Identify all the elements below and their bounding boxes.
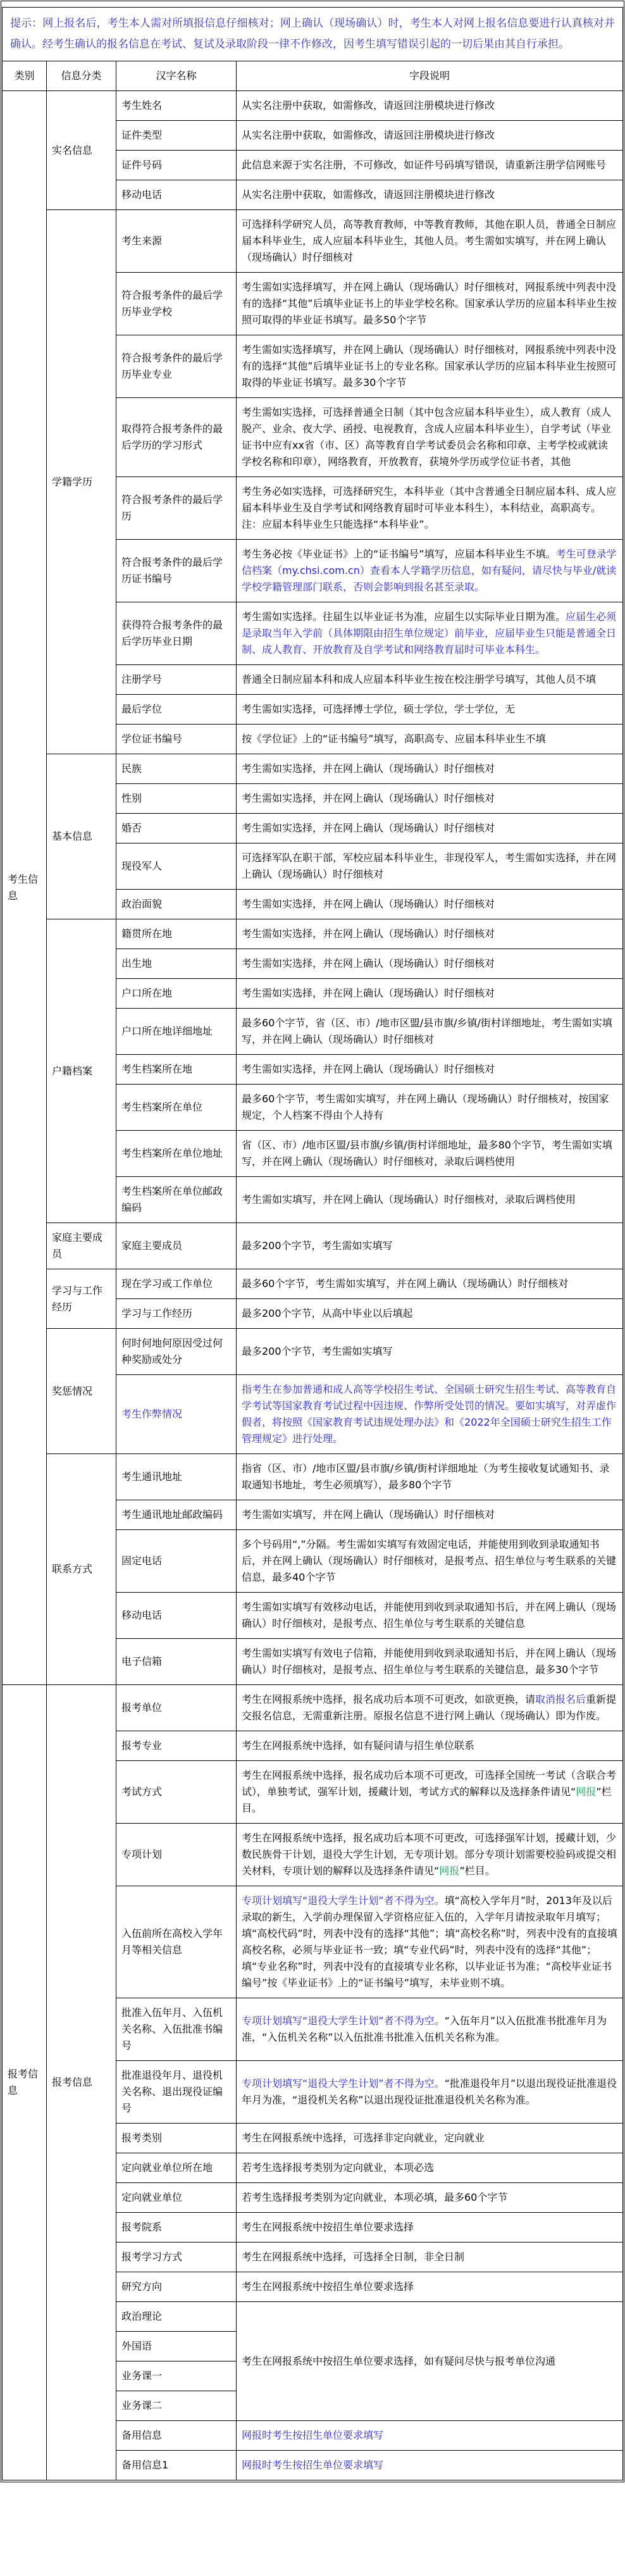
desc-segment: 填“高校入学年月”时，2013年及以后录取的新生，入学前办理保留入学资格应征入伍的，入学年月请按录取年月填写；填“高校代码”时，列表中没有的选择“其他”；填“高校名称”时，列表中没有的直接填高校名称，必须与毕业证书一致；填“专业代码”时，列表中没有的选择“其他”；填“专业名称”时，列表中没有的直接填专业名称，以毕业证书为准；“高校毕业证书编号”按《毕业证书》上的“证书编号”填写，未毕业则不填。 xyxy=(242,1895,617,1989)
field-name-cell: 报考专业 xyxy=(116,1731,237,1761)
field-name-cell: 家庭主要成员 xyxy=(116,1223,237,1269)
field-name-cell: 报考院系 xyxy=(116,2213,237,2243)
field-name-cell: 符合报考条件的最后学历毕业专业 xyxy=(116,335,237,398)
desc-segment: 考生在网报系统中选择，报名成功后本项不可更改，如欲更换，请 xyxy=(242,1693,536,1705)
field-desc-cell xyxy=(237,1685,623,1731)
group-cell: 联系方式 xyxy=(47,1454,116,1685)
field-desc-cell xyxy=(237,1223,623,1269)
desc-segment: 考生需如实选择，并在网上确认（现场确认）时仔细核对 xyxy=(242,1063,495,1075)
field-description-table xyxy=(2,61,623,2480)
desc-segment: 最多60个字节，考生需如实填写，并在网上确认（现场确认）时仔细核对，按国家规定，个人档案不得由个人持有 xyxy=(242,1093,609,1121)
desc-segment: 最多60个字节，考生需如实填写，并在网上确认（现场确认）时仔细核对 xyxy=(242,1278,569,1290)
desc-segment: 考生在网报系统中按招生单位要求选择，如有疑问尽快与报考单位沟通 xyxy=(242,2355,556,2367)
desc-segment: 考生在网报系统中选择，可选择非定向就业，定向就业 xyxy=(242,2132,485,2144)
desc-segment: ”栏目。 xyxy=(459,1865,495,1877)
field-name-cell: 性别 xyxy=(116,784,237,814)
desc-segment: 网报时考生按招生单位要求填写 xyxy=(242,2459,384,2471)
field-desc-cell xyxy=(237,540,623,602)
field-desc-cell xyxy=(237,1269,623,1299)
field-name-cell: 证件号码 xyxy=(116,151,237,180)
field-desc-cell xyxy=(237,273,623,335)
group-cell: 学习与工作经历 xyxy=(47,1269,116,1329)
desc-segment: 省（区、市）/地市区盟/县市旗/乡镇/街村详细地址，最多80个字节，考生需如实填写，并在网上确认（现场确认）时仔细核对，录取后调档使用 xyxy=(242,1139,612,1167)
desc-segment: 普通全日制应届本科和成人应届本科毕业生按在校注册学号填写，其他人员不填 xyxy=(242,673,597,685)
desc-segment: 最多200个字节，从高中毕业以后填起 xyxy=(242,1307,413,1319)
desc-segment: 最多200个字节，考生需如实填写 xyxy=(242,1345,393,1357)
desc-segment: 专项计划填写“退役大学生计划”者不得为空。 xyxy=(242,2015,445,2027)
field-name-cell: 考生档案所在单位地址 xyxy=(116,1131,237,1177)
field-name-cell: 何时何地何原因受过何种奖励或处分 xyxy=(116,1329,237,1375)
desc-segment: “入伍年月”以入伍批准书批准年月为准，“入伍机关名称”以入伍批准书批准入伍机关名称为准。 xyxy=(242,2015,607,2043)
field-name-cell: 考生作弊情况 xyxy=(116,1375,237,1454)
field-name-cell: 业务课二 xyxy=(116,2391,237,2421)
field-name-cell: 定向就业单位所在地 xyxy=(116,2153,237,2183)
field-desc-cell xyxy=(237,121,623,151)
field-name-cell: 固定电话 xyxy=(116,1530,237,1593)
desc-segment: 此信息来源于实名注册，不可修改，如证件号码填写错误，请重新注册学信网账号 xyxy=(242,159,607,171)
field-desc-cell xyxy=(237,1375,623,1454)
col-header-category: 类别 xyxy=(3,61,47,91)
field-name-cell: 现役军人 xyxy=(116,843,237,890)
field-desc-cell xyxy=(237,2183,623,2213)
field-name-cell: 民族 xyxy=(116,754,237,784)
field-desc-cell xyxy=(237,2153,623,2183)
field-name-cell: 报考学习方式 xyxy=(116,2243,237,2272)
field-desc-cell xyxy=(237,1329,623,1375)
desc-segment: 从实名注册中获取，如需修改，请返回注册模块进行修改 xyxy=(242,129,495,141)
field-name-cell: 业务课一 xyxy=(116,2361,237,2391)
notice-banner xyxy=(2,7,623,61)
desc-segment: 考生在网报系统中按招生单位要求选择 xyxy=(242,2221,414,2233)
field-name-cell: 最后学位 xyxy=(116,695,237,725)
table-row xyxy=(3,1685,623,1731)
field-name-cell: 学习与工作经历 xyxy=(116,1299,237,1329)
field-desc-cell xyxy=(237,1055,623,1085)
col-header-info-group: 信息分类 xyxy=(47,61,116,91)
desc-segment: 考生需如实填写有效电子信箱，并能使用到收到录取通知书后，并在网上确认（现场确认）时仔细核对，是报考点、招生单位与考生联系的关键信息，最多30个字节 xyxy=(242,1647,617,1676)
desc-segment: 可选择军队在职干部，军校应届本科毕业生，非现役军人，考生需如实选择，并在网上确认（现场确认）时仔细核对 xyxy=(242,852,617,880)
field-name-cell: 研究方向 xyxy=(116,2272,237,2302)
field-desc-cell xyxy=(237,890,623,919)
field-name-cell: 备用信息1 xyxy=(116,2451,237,2480)
table-row xyxy=(3,754,623,784)
field-desc-cell xyxy=(237,1131,623,1177)
category-cell: 考生信息 xyxy=(3,91,47,1685)
desc-segment: 考生需如实选择，并在网上确认（现场确认）时仔细核对 xyxy=(242,822,495,834)
desc-segment: 取消报名后 xyxy=(535,1693,586,1705)
field-name-cell: 婚否 xyxy=(116,814,237,843)
field-desc-cell xyxy=(237,784,623,814)
field-name-cell: 考生通讯地址 xyxy=(116,1454,237,1500)
field-name-cell: 考试方式 xyxy=(116,1761,237,1824)
desc-segment: 考生需如实选择，可选择普通全日制（其中包含应届本科毕业生），成人教育（成人脱产、业余、夜大学、函授、电视教育，含成人应届本科毕业生），自学考试（毕业证书中应有xx省（市、区）高等教育自学考试委员会名称和印章、主考学校或就读学校名称和印章），网络教育，开放教育，获境外学历或学位证书者，其他 xyxy=(242,406,612,468)
desc-segment: 考生需如实选择，并在网上确认（现场确认）时仔细核对 xyxy=(242,957,495,969)
field-name-cell: 批准入伍年月、入伍机关名称、入伍批准书编号 xyxy=(116,1998,237,2061)
field-name-cell: 证件类型 xyxy=(116,121,237,151)
notice-text: 提示：网上报名后，考生本人需对所填报信息仔细核对；网上确认（现场确认）时，考生本人对网上报名信息要进行认真核对并确认。经考生确认的报名信息在考试、复试及录取阶段一律不作修改，因考生填写错误引起的一切后果由其自行承担。 xyxy=(10,17,615,51)
field-desc-cell xyxy=(237,2451,623,2480)
field-name-cell: 符合报考条件的最后学历 xyxy=(116,477,237,540)
category-cell: 报考信息 xyxy=(3,1685,47,2480)
group-cell: 户籍档案 xyxy=(47,919,116,1223)
field-desc-cell xyxy=(237,398,623,477)
table-row xyxy=(3,1223,623,1269)
desc-segment: 按《学位证》上的“证书编号”填写，高职高专、应届本科毕业生不填 xyxy=(242,733,546,745)
field-desc-cell xyxy=(237,1009,623,1055)
field-name-cell: 政治理论 xyxy=(116,2302,237,2332)
desc-segment: 从实名注册中获取，如需修改，请返回注册模块进行修改 xyxy=(242,99,495,111)
field-desc-cell xyxy=(237,1177,623,1223)
field-desc-cell xyxy=(237,1998,623,2061)
desc-segment: 考生在网报系统中选择，报名成功后本项不可更改，可选择强军计划，援藏计划，少数民族骨干计划，退役大学生计划，无专项计划。部分专项计划需要校验码或提交相关材料，专项计划的解释以及选择条件请见“ xyxy=(242,1832,617,1877)
group-cell: 实名信息 xyxy=(47,91,116,210)
field-name-cell: 报考类别 xyxy=(116,2124,237,2153)
field-desc-cell xyxy=(237,1761,623,1824)
field-name-cell: 考生档案所在单位邮政编码 xyxy=(116,1177,237,1223)
field-desc-cell xyxy=(237,2421,623,2451)
desc-segment: 指考生在参加普通和成人高等学校招生考试、全国硕士研究生招生考试、高等教育自学考试等国家教育考试过程中因违规、作弊所受处罚的情况。要如实填写，对弄虚作假者，将按照《国家教育考试违规处理办法》和《2022年全国硕士研究生招生工作管理规定》进行处理。 xyxy=(242,1383,617,1445)
desc-segment: 考生需如实选择填写，并在网上确认（现场确认）时仔细核对，网报系统中列表中没有的选择“其他”后填毕业证书上的专业名称。国家承认学历的应届本科毕业生按照可取得的毕业证书填写。最多30个字节 xyxy=(242,344,617,389)
desc-segment: 可选择科学研究人员，高等教育教师，中等教育教师，其他在职人员，普通全日制应届本科毕业生，成人应届本科毕业生，其他人员。考生需如实填写，并在网上确认（现场确认）时仔细核对 xyxy=(242,218,617,263)
field-desc-cell xyxy=(237,725,623,754)
desc-segment: 网报 xyxy=(439,1865,460,1877)
field-name-cell: 获得符合报考条件的最后学历毕业日期 xyxy=(116,602,237,665)
desc-segment: 考生需如实选择，并在网上确认（现场确认）时仔细核对 xyxy=(242,898,495,910)
field-name-cell: 政治面貌 xyxy=(116,890,237,919)
desc-segment: 指省（区、市）/地市区盟/县市旗/乡镇/街村详细地址（为考生接收复试通知书、录取通知书地址，考生必须填写），最多80个字节 xyxy=(242,1462,610,1491)
field-desc-cell xyxy=(237,180,623,210)
field-desc-cell xyxy=(237,1500,623,1530)
field-desc-cell xyxy=(237,477,623,540)
field-desc-cell xyxy=(237,843,623,890)
desc-segment: 考生在网报系统中选择，可选择全日制，非全日制 xyxy=(242,2251,465,2263)
field-name-cell: 考生档案所在单位 xyxy=(116,1085,237,1131)
desc-segment: 考生需如实填写，并在网上确认（现场确认）时仔细核对，录取后调档使用 xyxy=(242,1193,576,1205)
field-desc-cell xyxy=(237,1824,623,1886)
field-desc-cell xyxy=(237,665,623,695)
field-desc-cell xyxy=(237,91,623,121)
field-name-cell: 定向就业单位 xyxy=(116,2183,237,2213)
group-cell: 基本信息 xyxy=(47,754,116,919)
field-desc-cell xyxy=(237,2243,623,2272)
desc-segment: 考生需如实选择，并在网上确认（现场确认）时仔细核对 xyxy=(242,987,495,999)
desc-segment: 最多60个字节，省（区、市）/地市区盟/县市旗/乡镇/街村详细地址，考生需如实填写，并在网上确认（现场确认）时仔细核对 xyxy=(242,1017,612,1045)
desc-segment: 考生需如实选择，并在网上确认（现场确认）时仔细核对 xyxy=(242,762,495,775)
field-desc-cell xyxy=(237,1454,623,1500)
field-desc-cell xyxy=(237,210,623,273)
desc-segment: 考生务必按《毕业证书》上的“证书编号”填写，应届本科毕业生不填。 xyxy=(242,548,556,560)
desc-segment: 重新提交报名信息，无需重新注册。原报名信息不进行网上确认（现场确认）即为作废。 xyxy=(242,1693,617,1722)
desc-segment: ”栏目。 xyxy=(242,1786,612,1814)
desc-segment: 专项计划填写“退役大学生计划”者不得为空。 xyxy=(242,1895,445,1907)
desc-segment: 网报 xyxy=(576,1786,597,1798)
field-name-cell: 移动电话 xyxy=(116,1593,237,1639)
table-header-row xyxy=(3,61,623,91)
field-desc-cell xyxy=(237,2302,623,2421)
field-name-cell: 取得符合报考条件的最后学历的学习形式 xyxy=(116,398,237,477)
desc-segment: 多个号码用“,”分隔。考生需如实填写有效固定电话，并能使用到收到录取通知书后，并在网上确认（现场确认）时仔细核对，是报考点、招生单位与考生联系的关键信息，最多40个字节 xyxy=(242,1538,617,1583)
field-desc-cell xyxy=(237,2272,623,2302)
field-desc-cell xyxy=(237,1886,623,1998)
desc-segment: 网报时考生按招生单位要求填写 xyxy=(242,2429,384,2441)
field-desc-cell xyxy=(237,602,623,665)
desc-segment: “批准退役年月”以退出现役证批准退役年月为准，“退役机关名称”以退出现役证批准退役机关名称为准。 xyxy=(242,2077,617,2106)
field-desc-cell xyxy=(237,1085,623,1131)
field-desc-cell xyxy=(237,1593,623,1639)
desc-segment: 专项计划填写“退役大学生计划”者不得为空。 xyxy=(242,2077,445,2089)
group-cell: 奖惩情况 xyxy=(47,1329,116,1454)
field-name-cell: 考生档案所在地 xyxy=(116,1055,237,1085)
field-name-cell: 移动电话 xyxy=(116,180,237,210)
field-name-cell: 考生姓名 xyxy=(116,91,237,121)
field-name-cell: 户口所在地详细地址 xyxy=(116,1009,237,1055)
field-desc-cell xyxy=(237,2124,623,2153)
desc-segment: 从实名注册中获取，如需修改，请返回注册模块进行修改 xyxy=(242,189,495,201)
desc-segment: 考生在网报系统中选择，报名成功后本项不可更改，可选择全国统一考试（含联合考试），单独考试，强军计划，援藏计划，考试方式的解释以及选择条件请见“ xyxy=(242,1769,617,1798)
table-row xyxy=(3,1329,623,1375)
field-name-cell: 专项计划 xyxy=(116,1824,237,1886)
field-name-cell: 考生通讯地址邮政编码 xyxy=(116,1500,237,1530)
table-row xyxy=(3,91,623,121)
desc-segment: 若考生选择报考类别为定向就业，本项必填，最多60个字节 xyxy=(242,2191,508,2203)
field-desc-cell xyxy=(237,335,623,398)
field-desc-cell xyxy=(237,2061,623,2124)
desc-segment: 考生务必如实选择，可选择研究生，本科毕业（其中含普通全日制应届本科、成人应届本科毕业生及自学考试和网络教育届时可毕业本科生），本科结业，高职高专。注：应届本科毕业生只能选择“本科毕业”。 xyxy=(242,485,617,530)
field-desc-cell xyxy=(237,814,623,843)
desc-segment: 考生需如实选择，并在网上确认（现场确认）时仔细核对 xyxy=(242,792,495,804)
field-name-cell: 注册学号 xyxy=(116,665,237,695)
desc-segment: 考生可登录学信档案（my.chsi.com.cn）查看本人学籍学历信息，如有疑问，请尽快与毕业/就读学校学籍管理部门联系，否则会影响到报名甚至录取。 xyxy=(242,548,617,593)
table-row xyxy=(3,1454,623,1500)
desc-segment: 考生需如实选择，并在网上确认（现场确认）时仔细核对 xyxy=(242,928,495,940)
desc-segment: 考生在网报系统中按招生单位要求选择 xyxy=(242,2280,414,2293)
col-header-field-desc: 字段说明 xyxy=(237,61,623,91)
field-name-cell: 符合报考条件的最后学历证书编号 xyxy=(116,540,237,602)
table-row xyxy=(3,919,623,949)
field-name-cell: 符合报考条件的最后学历毕业学校 xyxy=(116,273,237,335)
field-desc-cell xyxy=(237,754,623,784)
desc-segment: 考生在网报系统中选择，如有疑问请与招生单位联系 xyxy=(242,1739,475,1752)
field-name-cell: 考生来源 xyxy=(116,210,237,273)
field-name-cell: 外国语 xyxy=(116,2332,237,2361)
field-name-cell: 学位证书编号 xyxy=(116,725,237,754)
field-name-cell: 备用信息 xyxy=(116,2421,237,2451)
desc-segment: 考生需如实填写，并在网上确认（现场确认）时仔细核对 xyxy=(242,1509,495,1521)
field-desc-cell xyxy=(237,1530,623,1593)
desc-segment: 考生需如实填写有效移动电话，并能使用到收到录取通知书后，并在网上确认（现场确认）时仔细核对，是报考点、招生单位与考生联系的关键信息 xyxy=(242,1601,617,1629)
field-name-cell: 报考单位 xyxy=(116,1685,237,1731)
group-cell: 报考信息 xyxy=(47,1685,116,2480)
desc-segment: 若考生选择报考类别为定向就业，本项必选 xyxy=(242,2162,435,2174)
desc-segment: 考生需如实选择填写，并在网上确认（现场确认）时仔细核对，网报系统中列表中没有的选择“其他”后填毕业证书上的毕业学校名称。国家承认学历的应届本科毕业生按照可取得的毕业证书填写。最多50个字节 xyxy=(242,281,617,326)
page-frame xyxy=(1,1,624,2482)
field-desc-cell xyxy=(237,151,623,180)
group-cell: 家庭主要成员 xyxy=(47,1223,116,1269)
field-name-cell: 出生地 xyxy=(116,949,237,979)
field-desc-cell xyxy=(237,1731,623,1761)
field-name-cell: 批准退役年月、退役机关名称、退出现役证编号 xyxy=(116,2061,237,2124)
field-desc-cell xyxy=(237,1639,623,1685)
desc-segment: 最多200个字节，考生需如实填写 xyxy=(242,1240,393,1252)
table-body xyxy=(3,91,623,2480)
field-desc-cell xyxy=(237,949,623,979)
field-desc-cell xyxy=(237,1299,623,1329)
field-desc-cell xyxy=(237,695,623,725)
col-header-field-name: 汉字名称 xyxy=(116,61,237,91)
field-name-cell: 籍贯所在地 xyxy=(116,919,237,949)
desc-segment: 考生需如实选择。往届生以毕业证书为准，应届生以实际毕业日期为准。 xyxy=(242,611,566,623)
desc-segment: 考生需如实选择，可选择博士学位，硕士学位，学士学位，无 xyxy=(242,703,516,715)
table-row xyxy=(3,1269,623,1299)
field-desc-cell xyxy=(237,2213,623,2243)
field-name-cell: 电子信箱 xyxy=(116,1639,237,1685)
field-desc-cell xyxy=(237,979,623,1009)
desc-segment: 应届生必须是录取当年入学前（具体期限由招生单位规定）前毕业，应届毕业生只能是普通全日制、成人教育、开放教育及自学考试和网络教育届时可毕业本科生。 xyxy=(242,611,617,656)
field-name-cell: 户口所在地 xyxy=(116,979,237,1009)
field-name-cell: 现在学习或工作单位 xyxy=(116,1269,237,1299)
group-cell: 学籍学历 xyxy=(47,210,116,754)
table-row xyxy=(3,210,623,273)
field-name-cell: 入伍前所在高校入学年月等相关信息 xyxy=(116,1886,237,1998)
field-desc-cell xyxy=(237,919,623,949)
